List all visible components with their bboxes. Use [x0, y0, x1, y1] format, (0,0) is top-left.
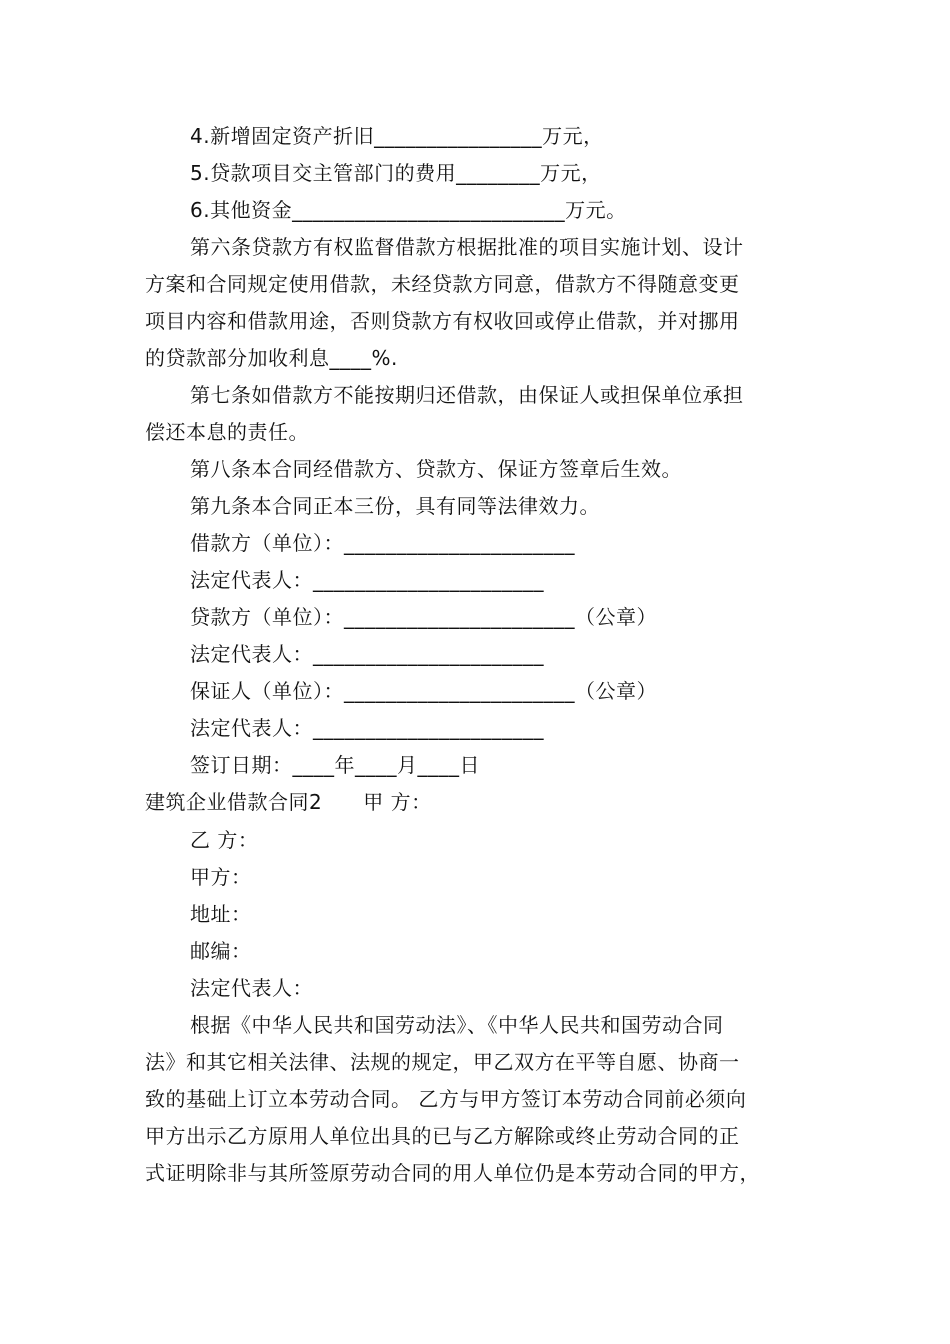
text-line: 保证人（单位）：______________________（公章） [190, 679, 657, 703]
text-line: 项目内容和借款用途，否则贷款方有权收回或停止借款，并对挪用 [145, 309, 740, 333]
text-line: 法定代表人：______________________ [190, 568, 544, 592]
section-heading: 建筑企业借款合同2 甲 方： [145, 790, 432, 814]
text-line: 偿还本息的责任。 [145, 420, 309, 444]
text-line: 甲方： [190, 865, 252, 889]
text-line: 第七条如借款方不能按期归还借款，由保证人或担保单位承担 [190, 383, 744, 407]
text-line: 邮编： [190, 939, 252, 963]
text-line: 法定代表人：______________________ [190, 642, 544, 666]
text-line: 法定代表人：______________________ [190, 716, 544, 740]
text-line: 甲方出示乙方原用人单位出具的已与乙方解除或终止劳动合同的正 [145, 1124, 740, 1148]
text-line: 式证明除非与其所签原劳动合同的用人单位仍是本劳动合同的甲方， [145, 1161, 760, 1185]
text-line: 法定代表人： [190, 976, 313, 1000]
text-line: 方案和合同规定使用借款，未经贷款方同意，借款方不得随意变更 [145, 272, 740, 296]
text-line: 第九条本合同正本三份，具有同等法律效力。 [190, 494, 600, 518]
text-line: 4.新增固定资产折旧________________万元， [190, 124, 604, 148]
text-line: 法》和其它相关法律、法规的规定，甲乙双方在平等自愿、协商一 [145, 1050, 740, 1074]
text-line: 的贷款部分加收利息____%. [145, 346, 398, 370]
text-line: 贷款方（单位）：______________________（公章） [190, 605, 657, 629]
text-line: 第八条本合同经借款方、贷款方、保证方签章后生效。 [190, 457, 682, 481]
text-line: 借款方（单位）：______________________ [190, 531, 575, 555]
text-line: 致的基础上订立本劳动合同。 乙方与甲方签订本劳动合同前必须向 [145, 1087, 747, 1111]
text-line: 5.贷款项目交主管部门的费用________万元， [190, 161, 602, 185]
text-line: 第六条贷款方有权监督借款方根据批准的项目实施计划、设计 [190, 235, 744, 259]
text-line: 地址： [190, 902, 252, 926]
text-line: 签订日期：____年____月____日 [190, 753, 480, 777]
text-line: 6.其他资金__________________________万元。 [190, 198, 627, 222]
text-line: 乙 方： [190, 828, 259, 852]
text-line: 根据《中华人民共和国劳动法》、《中华人民共和国劳动合同 [190, 1013, 724, 1037]
